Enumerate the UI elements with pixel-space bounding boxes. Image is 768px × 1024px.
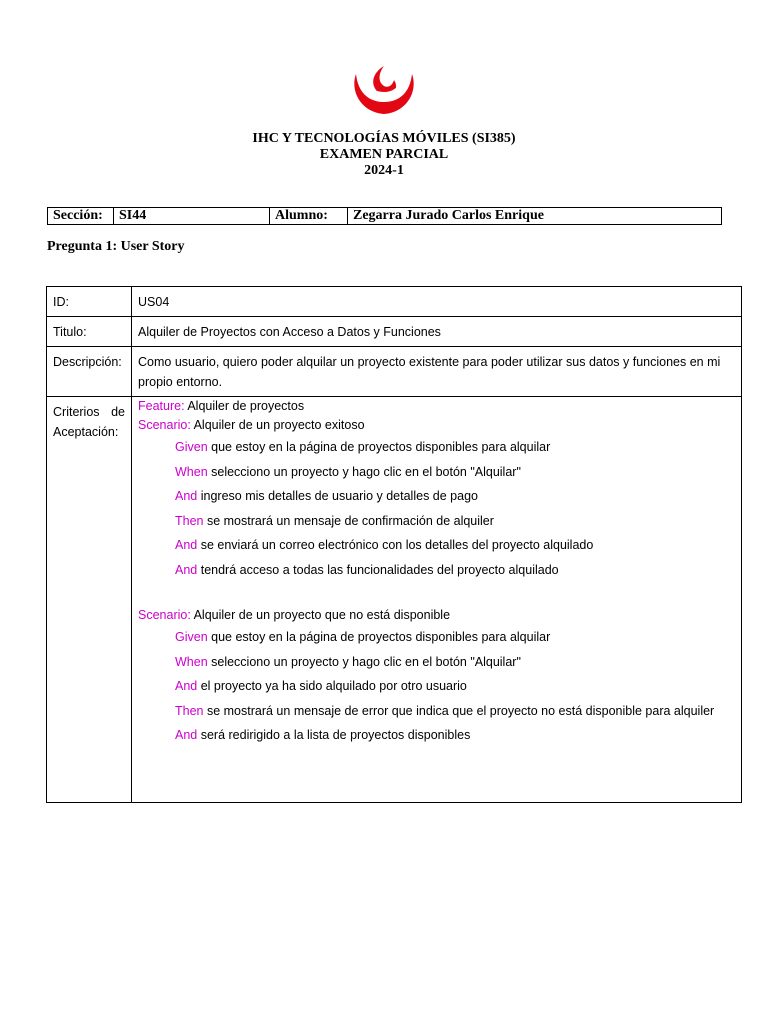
scenario-1-step — [138, 509, 735, 534]
step-text: selecciono un proyecto y hago clic en el botón "Alquilar" — [207, 654, 521, 669]
step-text: será redirigido a la lista de proyectos disponibles — [197, 728, 471, 742]
step-text: el proyecto ya ha sido alquilado por otro usuario — [197, 679, 467, 693]
student-value: Zegarra Jurado Carlos Enrique — [348, 208, 722, 225]
title-value: Alquiler de Proyectos con Acceso a Datos y Funciones — [132, 317, 742, 347]
scenario-2-text: Alquiler de un proyecto que no está disponible — [190, 608, 451, 622]
scenario-2-step — [138, 650, 735, 675]
description-value: Como usuario, quiero poder alquilar un proyecto existente para poder utilizar sus datos y funciones en mi propio entorno. — [132, 347, 742, 397]
step-text: se mostrará un mensaje de error que indica que el proyecto no está disponible para alquiler — [203, 703, 715, 718]
feature-keyword: Feature: — [138, 399, 185, 413]
scenario-spacer — [138, 582, 735, 606]
step-text: selecciono un proyecto y hago clic en el botón "Alquilar" — [207, 464, 521, 479]
student-info-table — [47, 207, 722, 225]
exam-period: 2024-1 — [364, 163, 404, 178]
question-title: Pregunta 1: User Story — [47, 239, 185, 254]
criteria-label-line-1: Criterios de — [53, 405, 125, 419]
course-title: IHC Y TECNOLOGÍAS MÓVILES (SI385) — [252, 131, 516, 146]
feature-line — [138, 397, 735, 416]
step-keyword: And — [175, 728, 198, 742]
scenario-2-step — [138, 674, 735, 699]
scenario-2-line — [138, 606, 735, 625]
scenario-2-step — [138, 723, 735, 748]
step-keyword: And — [175, 489, 198, 503]
id-label: ID: — [47, 287, 132, 317]
section-value: SI44 — [114, 208, 270, 225]
step-text: que estoy en la página de proyectos disponibles para alquilar — [207, 440, 551, 454]
step-keyword: Given — [175, 440, 208, 454]
scenario-1-step — [138, 484, 735, 509]
scenario-2-step — [138, 625, 735, 650]
step-keyword: Then — [175, 513, 204, 528]
table-row — [47, 287, 742, 317]
criteria-value — [132, 397, 742, 803]
feature-text: Alquiler de proyectos — [184, 399, 305, 413]
step-text: tendrá acceso a todas las funcionalidades del proyecto alquilado — [197, 562, 559, 577]
title-label: Titulo: — [47, 317, 132, 347]
table-row — [47, 347, 742, 397]
description-label: Descripción: — [47, 347, 132, 397]
step-text: ingreso mis detalles de usuario y detalles de pago — [197, 489, 478, 503]
scenario-1-step — [138, 460, 735, 485]
step-text: se enviará un correo electrónico con los detalles del proyecto alquilado — [197, 538, 594, 552]
criteria-label — [47, 397, 132, 803]
student-label: Alumno: — [270, 208, 348, 225]
step-keyword: Given — [175, 630, 208, 644]
scenario-1-step — [138, 533, 735, 558]
step-keyword: Then — [175, 703, 204, 718]
section-label: Sección: — [48, 208, 114, 225]
scenario-2-step — [138, 699, 735, 724]
step-keyword: And — [175, 538, 198, 552]
user-story-table — [46, 286, 742, 803]
exam-title: EXAMEN PARCIAL — [319, 147, 449, 162]
scenario-1-line — [138, 416, 735, 435]
step-text: que estoy en la página de proyectos disponibles para alquilar — [207, 630, 551, 644]
scenario-1-step — [138, 435, 735, 460]
step-keyword: When — [175, 464, 208, 479]
scenario-1-text: Alquiler de un proyecto exitoso — [190, 418, 365, 432]
step-text: se mostrará un mensaje de confirmación de alquiler — [203, 513, 494, 528]
scenario-1-keyword: Scenario: — [138, 418, 191, 432]
exam-header — [0, 131, 768, 179]
university-flame-logo-icon — [350, 62, 418, 116]
table-row — [47, 317, 742, 347]
scenario-2-keyword: Scenario: — [138, 608, 191, 622]
step-keyword: When — [175, 654, 208, 669]
table-row — [47, 397, 742, 803]
id-value: US04 — [132, 287, 742, 317]
scenario-1-step — [138, 558, 735, 583]
step-keyword: And — [175, 679, 198, 693]
step-keyword: And — [175, 562, 198, 577]
criteria-label-line-2: Aceptación: — [53, 425, 119, 439]
